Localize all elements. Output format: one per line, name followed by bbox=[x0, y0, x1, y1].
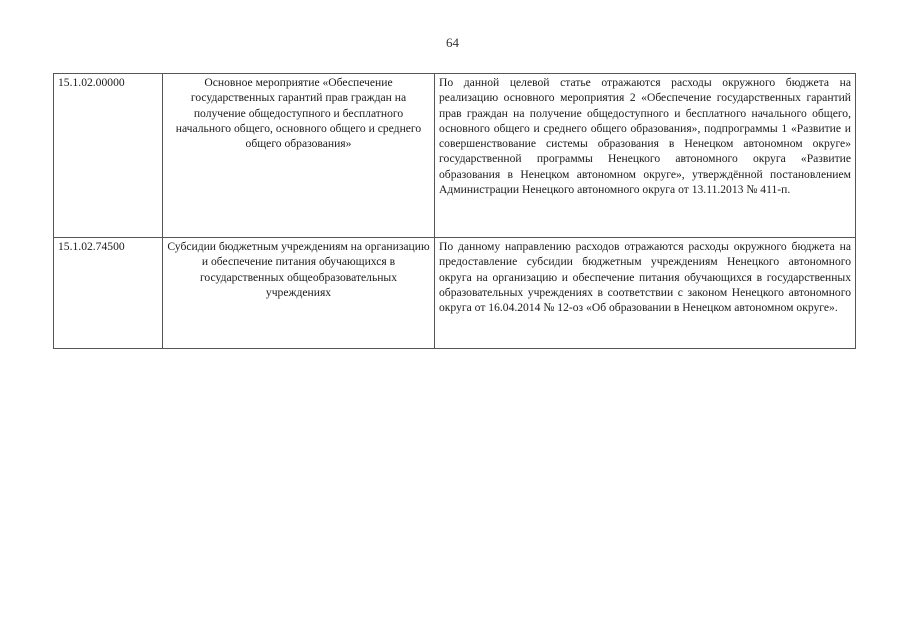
target-article-name: Субсидии бюджетным учреждениям на организацию и обеспечение питания обучающихся в государственных общеобразовательных учреждениях bbox=[163, 238, 435, 349]
table-row bbox=[54, 74, 856, 238]
page-number: 64 bbox=[446, 35, 459, 50]
target-article-description: По данному направлению расходов отражаются расходы окружного бюджета на предоставление субсидии бюджетным учреждениям Ненецкого автономного округа на организацию и обеспечение питания обучающихся в государственных образовательных учреждениях в соответствии с законом Ненецкого автономного округа от 16.04.2014 № 12-оз «Об образовании в Ненецком автономном округе». bbox=[435, 238, 856, 349]
target-article-name: Основное мероприятие «Обеспечение государственных гарантий прав граждан на получение общедоступного и бесплатного начального общего, основного общего и среднего общего образования» bbox=[163, 74, 435, 238]
target-article-code: 15.1.02.00000 bbox=[54, 74, 163, 238]
table-row bbox=[54, 238, 856, 349]
target-article-code: 15.1.02.74500 bbox=[54, 238, 163, 349]
target-article-description: По данной целевой статье отражаются расходы окружного бюджета на реализацию основного мероприятия 2 «Обеспечение государственных гарантий прав граждан на получение общедоступного и бесплатного начального общего, основного общего и среднего общего образования», подпрограммы 1 «Развитие и совершенствование системы образования в Ненецком автономном округе» государственной программы Ненецкого автономного округа «Развитие образования в Ненецком автономном округе», утверждённой постановлением Администрации Ненецкого автономного округа от 13.11.2013 № 411-п. bbox=[435, 74, 856, 238]
budget-classification-table bbox=[53, 73, 856, 349]
